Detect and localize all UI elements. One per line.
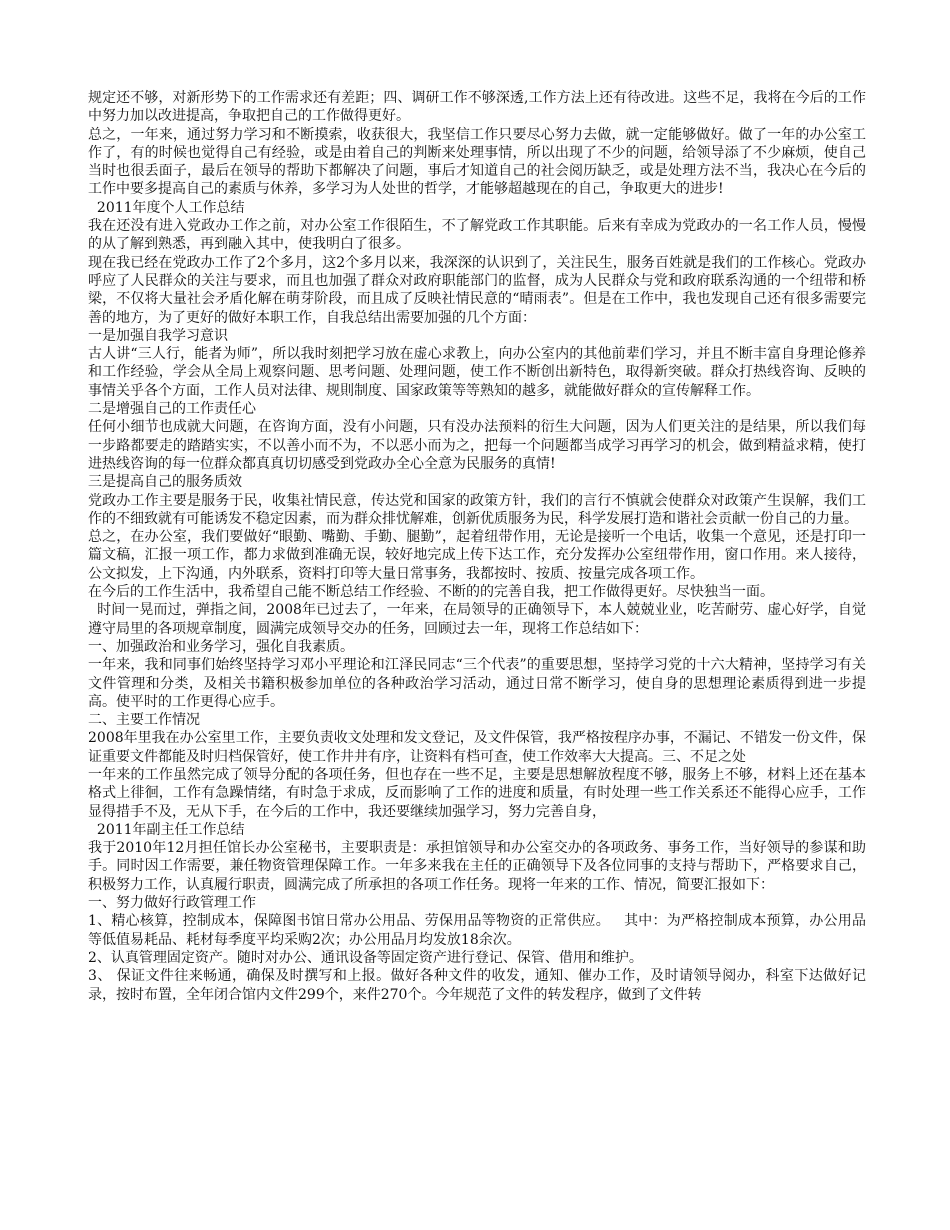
paragraph: 我于2010年12月担任馆长办公室秘书，主要职责是：承担馆领导和办公室交办的各项政务、事务工作，当好领导的参谋和助手。同时因工作需要，兼任物资管理保障工作。一年多来我在主任的正确领导下及各位同事的支持与帮助下，严格要求自己，积极努力工作，认真履行职责，圆满完成了所承担的各项工作任务。现将一年来的工作、情况，简要汇报如下： — [88, 840, 866, 893]
heading: 一、努力做好行政管理工作 — [88, 895, 256, 912]
section-title: 2011年副主任工作总结 — [88, 821, 245, 838]
paragraph: 2、认真管理固定资产。随时对办公、通讯设备等固定资产进行登记、保管、借用和维护。 — [88, 949, 643, 966]
paragraph: 我在还没有进入党政办工作之前，对办公室工作很陌生，不了解党政工作其职能。后来有幸成为党政办的一名工作人员，慢慢的从了解到熟悉，再到融入其中，使我明白了很多。 — [88, 218, 866, 253]
paragraph: 总之，一年来，通过努力学习和不断摸索，收获很大，我坚信工作只要尽心努力去做，就一定能够做好。做了一年的办公室工作了，有的时候也觉得自己有经验，或是由着自己的判断来处理事情，所以出现了不少的问题，给领导添了不少麻烦，使自己当时也很丢面子，最后在领导的帮助下都解决了问题，事后才知道自己的社会阅历缺乏，或是处理方法不当，我决心在今后的工作中要多提高自己的素质与休养，多学习为人处世的哲学，才能够超越现在的自己，争取更大的进步! — [88, 126, 866, 198]
paragraph: 3、 保证文件往来畅通，确保及时撰写和上报。做好各种文件的收发，通知、催办工作，及时请领导阅办，科室下达做好记录，按时布置，全年闭合馆内文件299个，来件270个。今年规范了文件的转发程序，做到了文件转 — [88, 968, 866, 1003]
paragraph: 2008年里我在办公室里工作，主要负责收文处理和发文登记，及文件保管，我严格按程序办事，不漏记、不错发一份文件，保证重要文件都能及时归档保管好，使工作井井有序，让资料有档可查，使工作效率大大提高。三、不足之处 — [88, 730, 866, 765]
heading: 二是增强自己的工作责任心 — [88, 401, 256, 418]
paragraph: 在今后的工作生活中，我希望自己能不断总结工作经验、不断的的完善自我，把工作做得更好。尽快独当一面。 — [88, 584, 774, 601]
heading: 一是加强自我学习意识 — [88, 327, 228, 344]
paragraph: 现在我已经在党政办工作了2个多月，这2个多月以来，我深深的认识到了，关注民生，服务百姓就是我们的工作核心。党政办呼应了人民群众的关注与要求，而且也加强了群众对政府职能部门的监督，成为人民群众与党和政府联系沟通的一个纽带和桥梁，不仅将大量社会矛盾化解在萌芽阶段，而且成了反映社情民意的“晴雨表”。但是在工作中，我也发现自己还有很多需要完善的地方，为了更好的做好本职工作，自我总结出需要加强的几个方面： — [88, 254, 866, 326]
paragraph: 党政办工作主要是服务于民，收集社情民意，传达党和国家的政策方针，我们的言行不慎就会使群众对政策产生误解，我们工作的不细致就有可能诱发不稳定因素，而为群众排忧解难，创新优质服务为民，科学发展打造和谐社会贡献一份自己的力量。 — [88, 492, 866, 527]
heading: 二、主要工作情况 — [88, 712, 200, 729]
paragraph: 一年来，我和同事们始终坚持学习邓小平理论和江泽民同志“三个代表”的重要思想，坚持学习党的十六大精神，坚持学习有关文件管理和分类，及相关书籍积极参加单位的各种政治学习活动，通过日常不断学习，使自身的思想理论素质得到进一步提高。使平时的工作更得心应手。 — [88, 657, 866, 710]
heading: 一、加强政治和业务学习，强化自我素质。 — [88, 638, 354, 655]
paragraph: 一年来的工作虽然完成了领导分配的各项任务，但也存在一些不足，主要是思想解放程度不够，服务上不够，材料上还在基本格式上徘徊，工作有急躁情绪，有时急于求成，反而影响了工作的进度和质量，有时处理一些工作关系还不能得心应手，工作显得措手不及，无从下手，在今后的工作中，我还要继续加强学习，努力完善自身， — [88, 766, 866, 820]
paragraph: 古人讲“三人行，能者为师”，所以我时刻把学习放在虚心求教上，向办公室内的其他前辈们学习，并且不断丰富自身理论修养和工作经验，学会从全局上观察问题、思考问题、处理问题，使工作不断创出新特色，取得新突破。群众打热线咨询、反映的事情关乎各个方面，工作人员对法律、规則制度、国家政策等等熟知的越多，就能做好群众的宣传解释工作。 — [88, 346, 866, 399]
paragraph: 规定还不够，对新形势下的工作需求还有差距；四、调研工作不够深透,工作方法上还有待改进。这些不足，我将在今后的工作中努力加以改进提高，争取把自己的工作做得更好。 — [88, 90, 866, 125]
paragraph: 任何小细节也成就大问题，在咨询方面，没有小问题，只有没办法预料的衍生大问题，因为人们更关注的是结果，所以我们每一步路都要走的踏踏实实，不以善小而不为，不以恶小而为之，把每一个问题都当成学习再学习的机会，做到精益求精，使打进热线咨询的每一位群众都真真切切感受到党政办全心全意为民服务的真情! — [88, 419, 866, 472]
document-body — [88, 89, 866, 1004]
paragraph: 总之，在办公室，我们要做好“眼勤、嘴勤、手勤、腿勤”，起着纽带作用，无论是接听一个电话，收集一个意见，还是打印一篇文稿，汇报一项工作，都力求做到准确无误，较好地完成上传下达工作，充分发挥办公室纽带作用，窗口作用。来人接待，公文拟发，上下沟通，内外联系，资料打印等大量日常事务，我都按时、按质、按量完成各项工作。 — [88, 529, 866, 582]
paragraph: 1、精心核算，控制成本，保障图书馆日常办公用品、劳保用品等物资的正常供应。 其中：为严格控制成本预算，办公用品等低值易耗品、耗材每季度平均采购2次；办公用品月均发放18余次。 — [88, 913, 866, 948]
paragraph: 时间一晃而过，弹指之间，2008年已过去了，一年来，在局领导的正确领导下，本人兢兢业业，吃苦耐劳、虚心好学，自觉遵守局里的各项规章制度，圆满完成领导交办的任务，回顾过去一年，现将工作总结如下： — [88, 602, 866, 637]
heading: 三是提高自己的服务质效 — [88, 474, 242, 491]
section-title: 2011年度个人工作总结 — [88, 199, 245, 216]
